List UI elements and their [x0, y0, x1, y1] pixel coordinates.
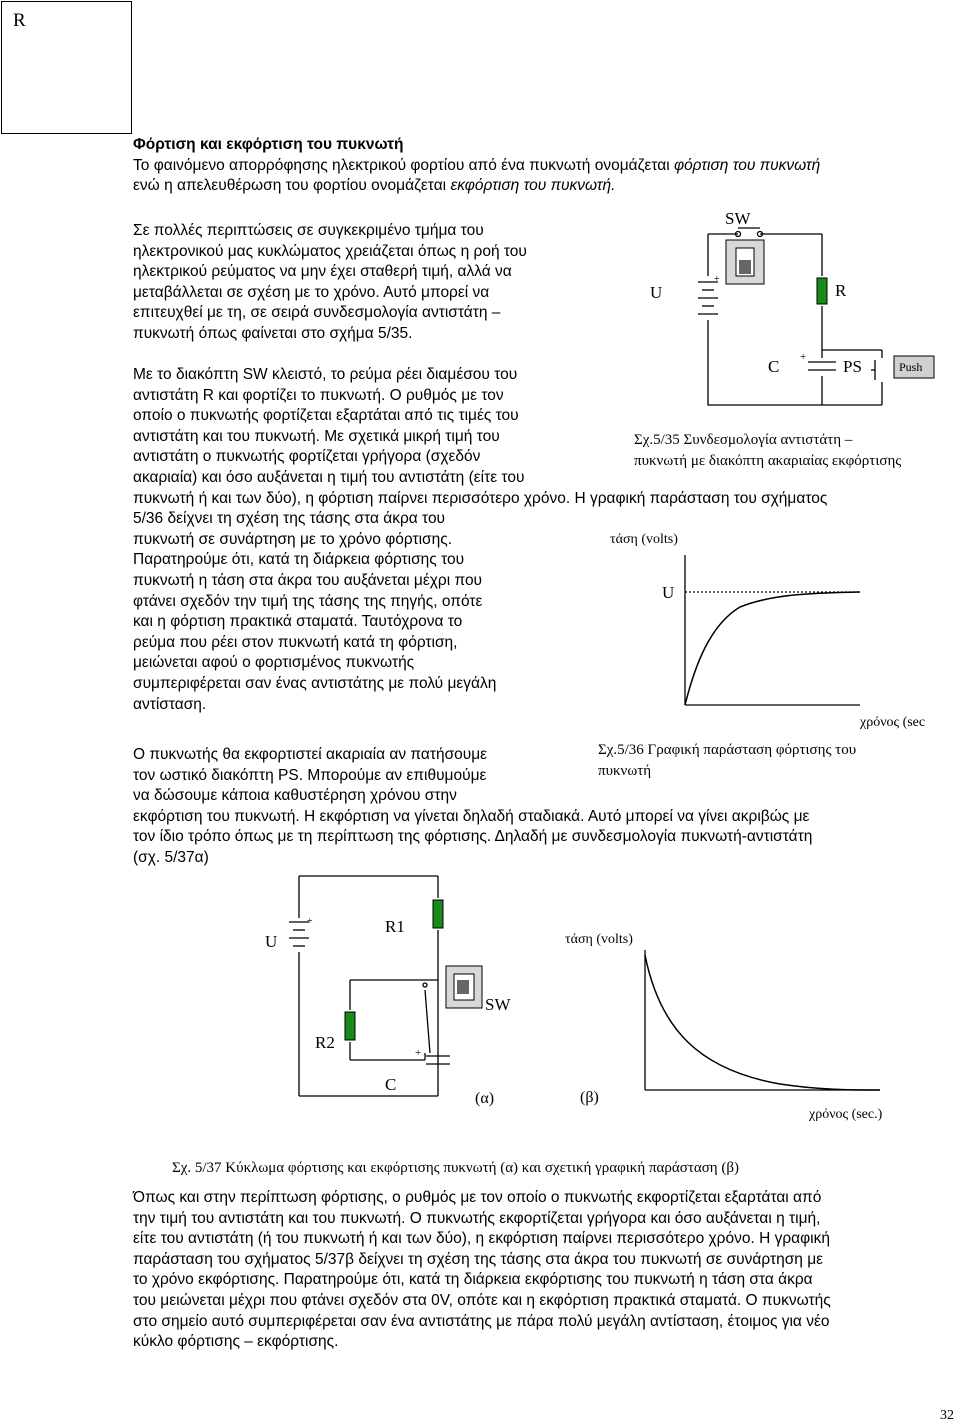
- paragraph-line: οποίο ο πυκνωτής φορτίζεται εξαρτάται από τις τιμές του: [133, 407, 519, 425]
- fig535-circuit: [640, 200, 960, 415]
- paragraph-line: πυκνωτή όπως φαίνεται στο σχήμα 5/35.: [133, 324, 413, 342]
- page-number: 32: [940, 1408, 954, 1423]
- label-u: U: [265, 932, 278, 951]
- paragraph-line: (σχ. 5/37α): [133, 848, 209, 866]
- paragraph-line: ηλεκτρονικού μας κυκλώματος χρειάζεται όπως η ροή του: [133, 242, 527, 260]
- paragraph-line: μεταβάλλεται σε σχέση με το χρόνο. Αυτό μπορεί να: [133, 283, 490, 301]
- u-label: U: [662, 583, 675, 602]
- paragraph-line: Ο πυκνωτής θα εκφορτιστεί ακαριαία αν πατήσουμε: [133, 746, 488, 763]
- svg-text:+: +: [800, 351, 807, 363]
- caption-line: πυκνωτή: [598, 762, 652, 779]
- fig536-caption: [598, 740, 856, 781]
- paragraph-line: εκφόρτιση του πυκνωτή. Η εκφόρτιση να γίνεται δηλαδή σταδιακά. Αυτό μπορεί να γίνει ακριβώς με: [133, 807, 810, 825]
- paragraph-line: αντίσταση.: [133, 695, 207, 713]
- caption-line: Σχ.5/36 Γραφική παράσταση φόρτισης του: [598, 742, 857, 758]
- paragraph-line: Όπως και στην περίπτωση φόρτισης, ο ρυθμός με τον οποίο ο πυκνωτής εκφορτίζεται εξαρτάται από: [133, 1189, 822, 1206]
- paragraph-line: τον ωστικό διακόπτη PS. Μπορούμε αν επιθυμούμε: [133, 766, 487, 784]
- paragraph-line: Παρατηρούμε ότι, κατά τη διάρκεια φόρτισης του: [133, 551, 465, 569]
- resistor-r1: [433, 900, 443, 928]
- fig537-caption: Σχ. 5/37 Κύκλωμα φόρτισης και εκφόρτισης πυκνωτή (α) και σχετική γραφική παράσταση (β): [172, 1160, 740, 1176]
- paragraph-line: 5/36 δείχνει τη σχέση της τάσης στα άκρα του: [133, 510, 446, 528]
- paragraph-line: είτε του αντιστάτη (ή του πυκνωτή ή και των δύο), η εκφόρτιση παίρνει περισσότερο χρόνο. Η γραφική: [133, 1230, 830, 1248]
- fig537b-graph: [560, 920, 900, 1125]
- resistor-r: [817, 278, 827, 304]
- paragraph-4: [133, 1188, 831, 1353]
- resistor-r2: [345, 1012, 355, 1040]
- paragraph-line: ρεύμα που ρέει στον πυκνωτή κατά τη φόρτιση,: [133, 633, 458, 651]
- y-axis-label: τάση (volts): [565, 932, 633, 947]
- label-r: R: [835, 281, 847, 300]
- corner-box-label: R: [13, 10, 26, 31]
- fig536-graph: [600, 525, 955, 735]
- label-sw: SW: [725, 209, 751, 228]
- paragraph-line: στο σημείο αυτό συμπεριφέρεται σαν ένα αντιστάτης με πάρα πολύ μεγάλη αντίσταση, έτοιμος για νέο: [133, 1312, 830, 1330]
- label-b: (β): [580, 1089, 599, 1106]
- paragraph-line: συμπεριφέρεται σαν ένας αντιστάτης με πολύ μεγάλη: [133, 674, 497, 692]
- paragraph-line: την τιμή του αντιστάτη και του πυκνωτή. Ο πυκνωτής εκφορτίζεται γρήγορα και όσο αυξάνεται η τιμή,: [133, 1209, 821, 1227]
- discharging-curve: [645, 955, 880, 1090]
- label-c: C: [385, 1075, 397, 1094]
- paragraph-line: αντιστάτη R και φορτίζει το πυκνωτή. Ο ρυθμός με τον: [133, 386, 504, 404]
- charging-curve: [685, 592, 860, 705]
- caption-line: Σχ.5/35 Συνδεσμολογία αντιστάτη –: [634, 432, 853, 448]
- label-c: C: [768, 357, 780, 376]
- intro-italic-1: φόρτιση του πυκνωτή: [673, 156, 821, 174]
- paragraph-line: Με το διακόπτη SW κλειστό, το ρεύμα ρέει διαμέσου του: [133, 366, 518, 383]
- paragraph-line: φτάνει σχεδόν την τιμή της τάσης της πηγής, οπότε: [133, 592, 483, 610]
- section-title: Φόρτιση και εκφόρτιση του πυκνωτή: [133, 136, 404, 153]
- paragraph-line: πυκνωτή η τάση στα άκρα του αυξάνεται μέχρι που: [133, 571, 483, 589]
- x-axis-label: χρόνος (sec: [860, 715, 926, 730]
- paragraph-line: πυκνωτή ή και των δύο), η φόρτιση παίρνει περισσότερο χρόνο. Η γραφική παράσταση του σχήματος: [133, 489, 828, 507]
- fig535-caption: [634, 430, 901, 471]
- paragraph-line: ακαριαία) και όσο αυξάνεται η τιμή του αντιστάτη (είτε του: [133, 468, 525, 486]
- paragraph-line: αντιστάτη και του πυκνωτή. Με σχετικά μικρή τιμή του: [133, 427, 500, 445]
- push-button-label: Push: [899, 360, 923, 374]
- paragraph-line: παράσταση του σχήματος 5/37β δείχνει τη σχέση της τάσης στα άκρα του πυκνωτή σε συνάρτηση με: [133, 1250, 824, 1268]
- intro-italic-2: εκφόρτιση του πυκνωτή.: [450, 177, 616, 195]
- caption-line: πυκνωτή με διακόπτη ακαριαίας εκφόρτισης: [634, 452, 902, 469]
- fig537a-circuit: [255, 870, 525, 1110]
- paragraph-line: μειώνεται αφού ο φορτισμένος πυκνωτής: [133, 654, 415, 672]
- x-axis-label: χρόνος (sec.): [809, 1107, 883, 1122]
- label-r2: R2: [315, 1033, 335, 1052]
- svg-text:+: +: [307, 916, 313, 927]
- corner-box: [1, 1, 132, 134]
- paragraph-line: επιτευχθεί με τη, σε σειρά συνδεσμολογία αντιστάτη –: [133, 304, 501, 322]
- paragraph-line: Σε πολλές περιπτώσεις σε συγκεκριμένο τμήμα του: [133, 222, 484, 239]
- intro-line-1: Το φαινόμενο απορρόφησης ηλεκτρικού φορτίου από ένα πυκνωτή ονομάζεται φόρτιση του πυκνωτή: [133, 156, 821, 174]
- paragraph-line: και η φόρτιση πρακτικά σταματά. Ταυτόχρονα το: [133, 613, 463, 631]
- y-axis-label: τάση (volts): [610, 532, 678, 547]
- paragraph-line: του μειώνεται μέχρι που φτάνει σχεδόν στα 0V, οπότε και η εκφόρτιση πρακτικά σταματά. Ο πυκνωτής: [133, 1291, 831, 1309]
- paragraph-line: το χρόνο εκφόρτισης. Παρατηρούμε ότι, κατά τη διάρκεια εκφόρτισης του πυκνωτή η τάση στα άκρα: [133, 1271, 813, 1289]
- label-u: U: [650, 283, 663, 302]
- paragraph-line: να δώσουμε κάποια καθυστέρηση χρόνου στην: [133, 787, 457, 805]
- paragraph-line: ηλεκτρικού ρεύματος να μην έχει σταθερή τιμή, αλλά να: [133, 263, 512, 281]
- intro-block: [133, 135, 820, 197]
- paragraph-line: αντιστάτη ο πυκνωτής φορτίζεται γρήγορα (σχεδόν: [133, 448, 481, 466]
- svg-text:+: +: [415, 1047, 422, 1059]
- paragraph-line: κύκλο φόρτισης – εκφόρτισης.: [133, 1333, 339, 1351]
- paragraph-line: πυκνωτή σε συνάρτηση με το χρόνο φόρτισης.: [133, 530, 452, 548]
- label-ps: PS: [843, 357, 862, 376]
- intro-line-2: ενώ η απελευθέρωση του φορτίου ονομάζεται εκφόρτιση του πυκνωτή.: [133, 177, 616, 195]
- label-a: (α): [475, 1090, 495, 1107]
- label-sw: SW: [485, 995, 511, 1014]
- paragraph-1: [133, 221, 527, 345]
- label-r1: R1: [385, 917, 405, 936]
- paragraph-line: τον ίδιο τρόπο όπως με τη περίπτωση της φόρτισης. Δηλαδή με συνδεσμολογία πυκνωτή-αντιστάτη: [133, 828, 813, 846]
- svg-text:+: +: [714, 274, 720, 285]
